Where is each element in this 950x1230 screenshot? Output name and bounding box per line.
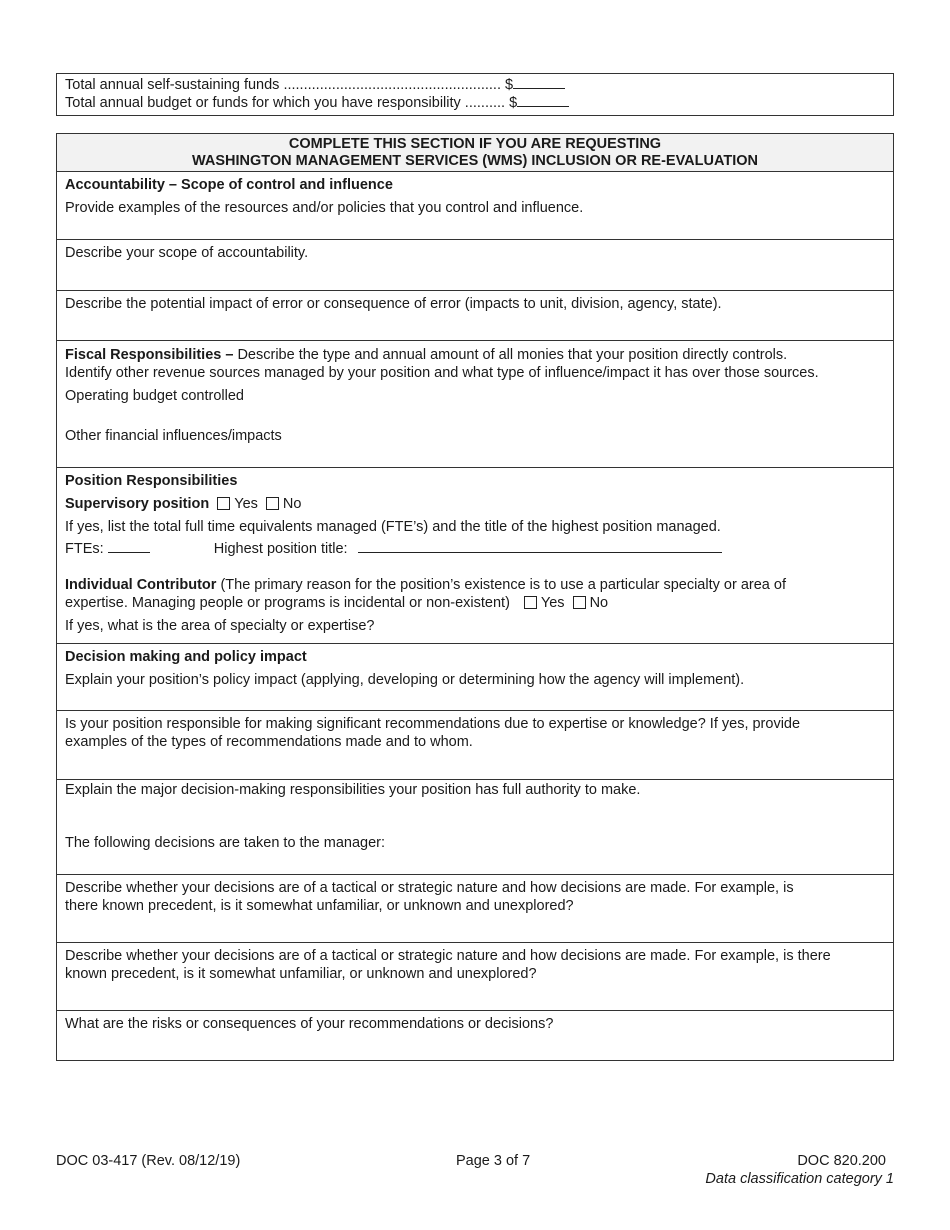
authority-row[interactable] (57, 779, 893, 874)
ic-no-checkbox[interactable] (573, 596, 586, 609)
authority-prompt: Explain the major decision-making responsibilities your position has full authority to make. (65, 782, 641, 798)
fte-prompt: If yes, list the total full time equivalents managed (FTE’s) and the title of the highest position managed. (65, 519, 721, 535)
fiscal-row[interactable] (57, 340, 893, 467)
tactical-prompt-1: Describe whether your decisions are of a tactical or strategic nature and how decisions are made. For example, is (65, 880, 794, 896)
fiscal-description-line2: Identify other revenue sources managed by your position and what type of influence/impact it has over those sources. (65, 365, 819, 381)
tactical-prompt-2-line2: known precedent, is it somewhat unfamiliar, or unknown and unexplored? (65, 966, 537, 982)
section-header (57, 134, 893, 171)
ic-no-label: No (589, 595, 609, 611)
supervisory-line (65, 495, 885, 513)
tactical-prompt-2: Describe whether your decisions are of a tactical or strategic nature and how decisions are made. For example, is there (65, 948, 831, 964)
operating-budget-label: Operating budget controlled (65, 388, 244, 404)
wms-section (56, 133, 894, 1061)
recommendations-row[interactable] (57, 710, 893, 779)
fiscal-description: Describe the type and annual amount of all monies that your position directly controls. (233, 347, 788, 363)
manager-decisions-prompt: The following decisions are taken to the manager: (65, 835, 385, 851)
resources-prompt: Provide examples of the resources and/or policies that you control and influence. (65, 200, 584, 216)
supervisory-no-checkbox[interactable] (266, 497, 279, 510)
fiscal-title: Fiscal Responsibilities – (65, 347, 234, 363)
page-number: Page 3 of 7 (456, 1153, 531, 1169)
section-header-line1: COMPLETE THIS SECTION IF YOU ARE REQUESTING (288, 136, 662, 152)
risks-row[interactable] (57, 1010, 893, 1060)
position-row (57, 467, 893, 643)
policy-impact-prompt: Explain your position’s policy impact (applying, developing or determining how the agency will implement). (65, 672, 745, 688)
recommendations-prompt-line2: examples of the types of recommendations made and to whom. (65, 734, 473, 750)
self-sustaining-funds-label: Total annual self-sustaining funds ...................................................... $ (65, 77, 514, 93)
impact-prompt: Describe the potential impact of error or consequence of error (impacts to unit, division, agency, state). (65, 296, 722, 312)
supervisory-no-label: No (282, 496, 302, 512)
ic-label: Individual Contributor (65, 577, 217, 593)
totals-box (56, 73, 894, 116)
accountability-title: Accountability – Scope of control and influence (65, 177, 393, 193)
supervisory-yes-checkbox[interactable] (217, 497, 230, 510)
highest-title-label: Highest position title: (213, 541, 348, 557)
ic-description: (The primary reason for the position’s existence is to use a particular specialty or area of (216, 577, 786, 593)
ic-yes-checkbox[interactable] (524, 596, 537, 609)
self-sustaining-funds-blank[interactable] (513, 76, 565, 89)
ic-line2 (65, 594, 885, 612)
accountability-resources-row[interactable] (57, 171, 893, 239)
budget-funds-label: Total annual budget or funds for which you have responsibility .......... $ (65, 95, 518, 111)
policy-impact-row[interactable] (57, 643, 893, 710)
supervisory-yes-label: Yes (234, 496, 258, 512)
section-header-line2: WASHINGTON MANAGEMENT SERVICES (WMS) INCLUSION OR RE-EVALUATION (191, 153, 759, 169)
scope-prompt: Describe your scope of accountability. (65, 245, 309, 261)
specialty-prompt: If yes, what is the area of specialty or expertise? (65, 618, 375, 634)
supervisory-label: Supervisory position (65, 496, 210, 512)
tactical-prompt-1-line2: there known precedent, is it somewhat unfamiliar, or unknown and unexplored? (65, 898, 574, 914)
ftes-label: FTEs: (65, 541, 104, 557)
other-financial-label: Other financial influences/impacts (65, 428, 282, 444)
ftes-field[interactable] (108, 540, 150, 553)
scope-row[interactable] (57, 239, 893, 290)
position-title: Position Responsibilities (65, 473, 238, 489)
fte-line (65, 540, 885, 558)
decision-title: Decision making and policy impact (65, 649, 307, 665)
recommendations-prompt: Is your position responsible for making significant recommendations due to expertise or knowledge? If yes, provide (65, 716, 801, 732)
tactical-row-2[interactable] (57, 942, 893, 1010)
highest-title-field[interactable] (358, 540, 722, 553)
ic-yes-label: Yes (540, 595, 565, 611)
budget-funds-blank[interactable] (517, 94, 569, 107)
form-number: DOC 03-417 (Rev. 08/12/19) (56, 1153, 241, 1169)
ic-description-line2: expertise. Managing people or programs is incidental or non-existent) (65, 595, 510, 611)
self-sustaining-funds-line (65, 76, 885, 94)
risks-prompt: What are the risks or consequences of your recommendations or decisions? (65, 1016, 554, 1032)
data-classification: Data classification category 1 (705, 1171, 894, 1187)
tactical-row-1[interactable] (57, 874, 893, 942)
budget-funds-line (65, 94, 885, 112)
impact-row[interactable] (57, 290, 893, 340)
policy-number: DOC 820.200 (797, 1153, 886, 1169)
